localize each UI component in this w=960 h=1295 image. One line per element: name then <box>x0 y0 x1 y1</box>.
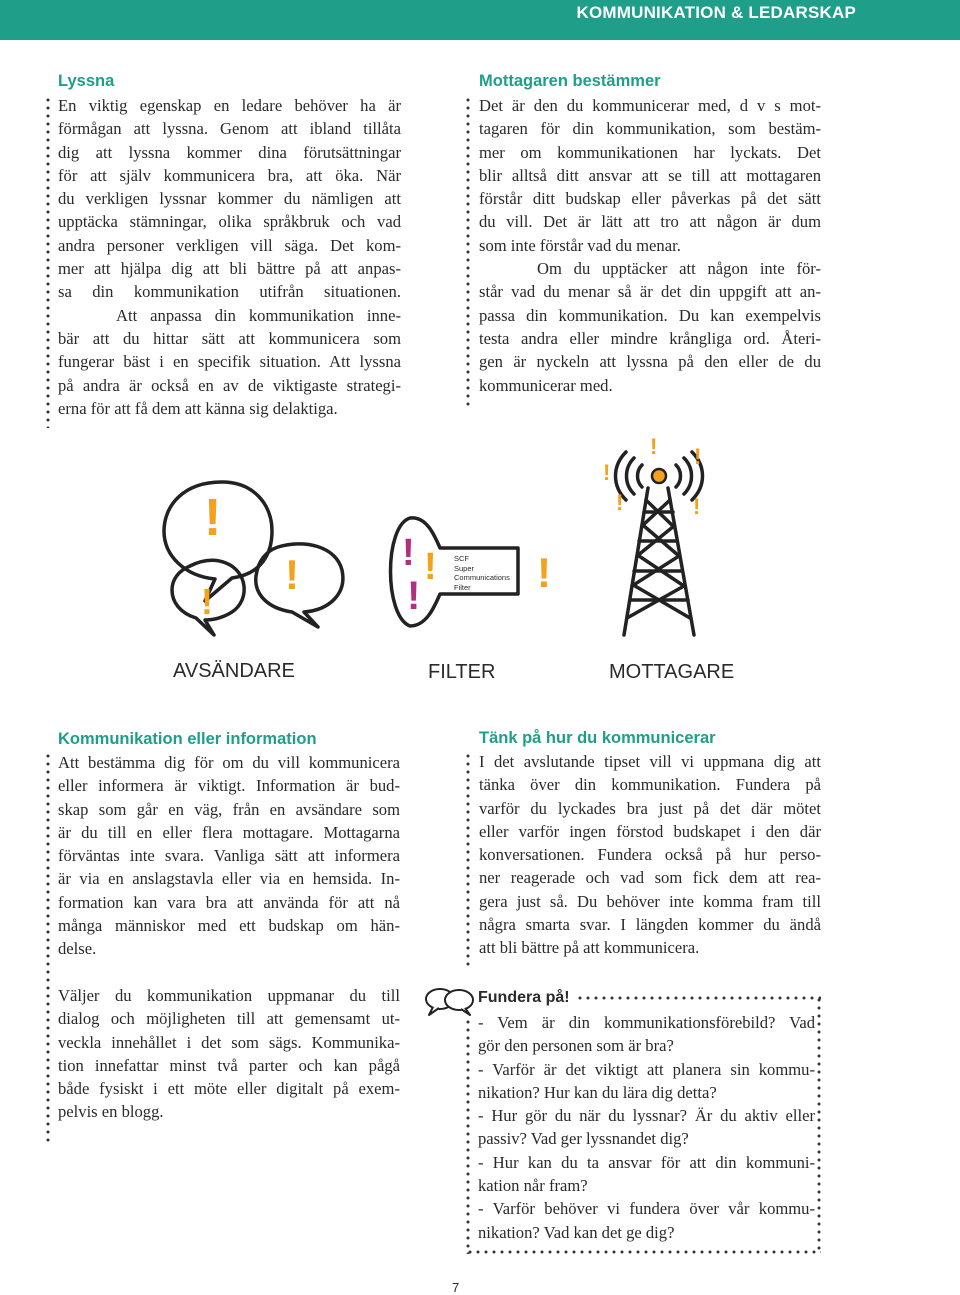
text-line: som inte förstår vad du menar. <box>479 235 681 255</box>
text-line: Om du upptäcker att någon inte för- <box>537 259 821 279</box>
exclamation-mark: ! <box>285 551 299 598</box>
text-line: veckla innehållet i det som sägs. Kommunika- <box>58 1032 400 1052</box>
text-line: pelvis en blogg. <box>58 1102 164 1122</box>
dotted-box-left <box>466 1018 470 1254</box>
text-line: Att bestämma dig för om du vill kommunicera <box>58 753 400 772</box>
text-line: bär att du hittar sätt att kommunicera som <box>58 328 401 348</box>
text-line: eller varför ingen förstod budskapet i den där <box>479 821 821 841</box>
dotted-box-bottom <box>466 1250 821 1254</box>
page-number: 7 <box>452 1280 460 1295</box>
exclamation-mark: ! <box>204 489 222 547</box>
text-line: erna för att få dem att känna sig delaktiga. <box>58 398 338 418</box>
list-item: passiv? Vad ger lyssnandet dig? <box>478 1129 689 1149</box>
exclamation-mark: ! <box>537 549 551 596</box>
list-item: nikation? Vad kan det ge dig? <box>478 1222 675 1242</box>
exclamation-mark: ! <box>407 574 421 618</box>
text-line: Väljer du kommunikation uppmanar du till <box>58 986 400 1005</box>
text-line: att bli bättre på att kommunicera. <box>479 938 700 958</box>
tank-heading: Tänk på hur du kommunicerar <box>479 729 716 747</box>
list-item: gör den personen som är bra? <box>478 1036 674 1056</box>
list-item: - Hur kan du ta ansvar för att din kommuni- <box>478 1152 815 1172</box>
list-item: - Varför behöver vi fundera över vår kommu- <box>478 1199 815 1219</box>
text-line: dialog och möjligheten till att gemensamt ut- <box>58 1009 400 1029</box>
text-line: kommunicerar med. <box>479 375 613 395</box>
text-line: passa din kommunikation. Du kan exempelvis <box>479 305 821 325</box>
scf-line: Communications <box>454 573 510 583</box>
dotted-rule-tank <box>466 752 470 970</box>
text-line: blir alltså ditt ansvar att se till att mottagaren <box>479 165 821 185</box>
list-item: - Varför är det viktigt att planera sin kommu- <box>478 1059 815 1079</box>
exclamation-mark: ! <box>201 581 213 622</box>
text-line: förväntas inte svara. Vanliga sätt att informera <box>58 846 400 866</box>
mottagaren-heading: Mottagaren bestämmer <box>479 72 661 90</box>
mottagaren-text <box>479 94 821 397</box>
dotted-rule-lyssna <box>46 96 50 428</box>
text-line: är via en anslagstavla eller via en hemsida. In- <box>58 869 400 889</box>
header-bar <box>0 0 960 40</box>
text-line: på andra är också en av de viktigaste strategi- <box>58 375 401 395</box>
text-line: gen är nyckeln att lyssna på den eller de du <box>479 352 821 372</box>
text-line: tänka över din kommunikation. Fundera på <box>479 775 821 795</box>
kommunikation-text <box>58 751 400 961</box>
text-line: står vad du menar så är det din uppgift att an- <box>479 282 821 302</box>
dotted-rule-mottagaren <box>466 96 470 406</box>
exclamation-mark: ! <box>603 460 611 485</box>
text-line: skap som går en väg, från en avsändare som <box>58 799 400 819</box>
text-line: Det är den du kommunicerar med, d v s mot- <box>479 96 821 115</box>
exclamation-mark: ! <box>424 546 437 588</box>
text-line: varför du lyckades bra just på det där mötet <box>479 798 821 818</box>
text-line: förmågan att lyssna. Genom att ibland tillåta <box>58 119 401 139</box>
text-line: ner reagerade och vad som fick dem att rea- <box>479 868 821 888</box>
dotted-box-top <box>576 996 821 1000</box>
text-line: mer om kommunikationen har lyckats. Det <box>479 142 821 162</box>
exclamation-mark: ! <box>693 494 701 519</box>
text-line: är du till en eller flera mottagare. Mottagarna <box>58 822 400 842</box>
receiver-label: MOTTAGARE <box>609 661 735 683</box>
tank-text <box>479 750 821 960</box>
list-item: kation når fram? <box>478 1176 588 1196</box>
text-line: du verkligen lyssnar kommer du nämligen att <box>58 189 401 209</box>
scf-line: Super <box>454 563 475 573</box>
text-line: tion innefattar minst två parter och kan pågå <box>58 1055 400 1075</box>
list-item: - Hur gör du när du lyssnar? Är du aktiv eller <box>478 1106 815 1126</box>
dotted-box-right <box>817 996 821 1254</box>
exclamation-mark: ! <box>402 532 415 574</box>
scf-line: Filter <box>454 582 471 592</box>
text-line: eller informera är viktigt. Information är bud- <box>58 776 400 796</box>
text-line: några smarta svar. I längden kommer du ändå <box>479 915 821 935</box>
text-line: både fysiskt i ett möte eller digitalt på exem- <box>58 1079 400 1099</box>
text-line: sa din kommunikation utifrån situationen. <box>58 282 401 302</box>
fundera-list <box>478 1011 815 1244</box>
exclamation-mark: ! <box>694 444 702 469</box>
exclamation-mark: ! <box>616 490 624 515</box>
dotted-rule-kommunikation <box>46 752 50 1142</box>
kommunikation-heading: Kommunikation eller information <box>58 730 317 748</box>
text-line: En viktig egenskap en ledare behöver ha är <box>58 96 401 115</box>
communication-diagram <box>0 430 960 700</box>
text-line: förstår ditt budskap eller påverkas på det sätt <box>479 189 821 209</box>
scf-line: SCF <box>454 554 469 563</box>
list-item: nikation? Hur kan du lära dig detta? <box>478 1082 717 1102</box>
speech-bubbles-icon <box>423 986 479 1018</box>
lyssna-text <box>58 94 401 420</box>
speech-bubble-right <box>256 544 343 627</box>
text-line: testa andra eller mindre krångliga ord. Återi- <box>479 328 821 348</box>
text-line: I det avslutande tipset vill vi uppmana dig att <box>479 752 821 771</box>
text-line: tagaren för din kommunikation, som bestäm- <box>479 119 821 139</box>
text-line: delse. <box>58 939 97 959</box>
text-line: dig att lyssna kommer dina förutsättningar <box>58 142 401 162</box>
lyssna-heading: Lyssna <box>58 72 115 90</box>
kommunikation-text-2 <box>58 984 400 1124</box>
exclamation-mark: ! <box>650 434 658 459</box>
fundera-heading: Fundera på! <box>478 989 570 1006</box>
header-title: KOMMUNIKATION & LEDARSKAP <box>576 3 856 22</box>
filter-label: FILTER <box>428 661 496 683</box>
text-line: Att anpassa din kommunikation inne- <box>116 305 401 325</box>
text-line: gera just så. Du behöver inte komma fram till <box>479 891 821 911</box>
text-line: många människor med ett budskap om hän- <box>58 916 400 936</box>
tower-beacon <box>652 469 666 483</box>
text-line: formation kan vara bra att använda för att nå <box>58 892 400 912</box>
text-line: upptäcka stämningar, olika språkbruk och vad <box>58 212 401 232</box>
scf-label <box>454 554 510 592</box>
text-line: mer att hjälpa dig att bli bättre på att anpas- <box>58 259 401 279</box>
text-line: du vill. Det är lätt att tro att någon är dum <box>479 212 821 232</box>
text-line: fungerar bäst i en specifik situation. Att lyssna <box>58 352 401 372</box>
list-item: - Vem är din kommunikationsförebild? Vad <box>478 1013 815 1032</box>
text-line: andra personer verkligen vill säga. Det kom- <box>58 235 401 255</box>
sender-label: AVSÄNDARE <box>173 660 295 682</box>
text-line: för att själv kommunicera bra, att öka. När <box>58 165 401 185</box>
text-line: konversationen. Fundera också på hur perso- <box>479 845 821 865</box>
